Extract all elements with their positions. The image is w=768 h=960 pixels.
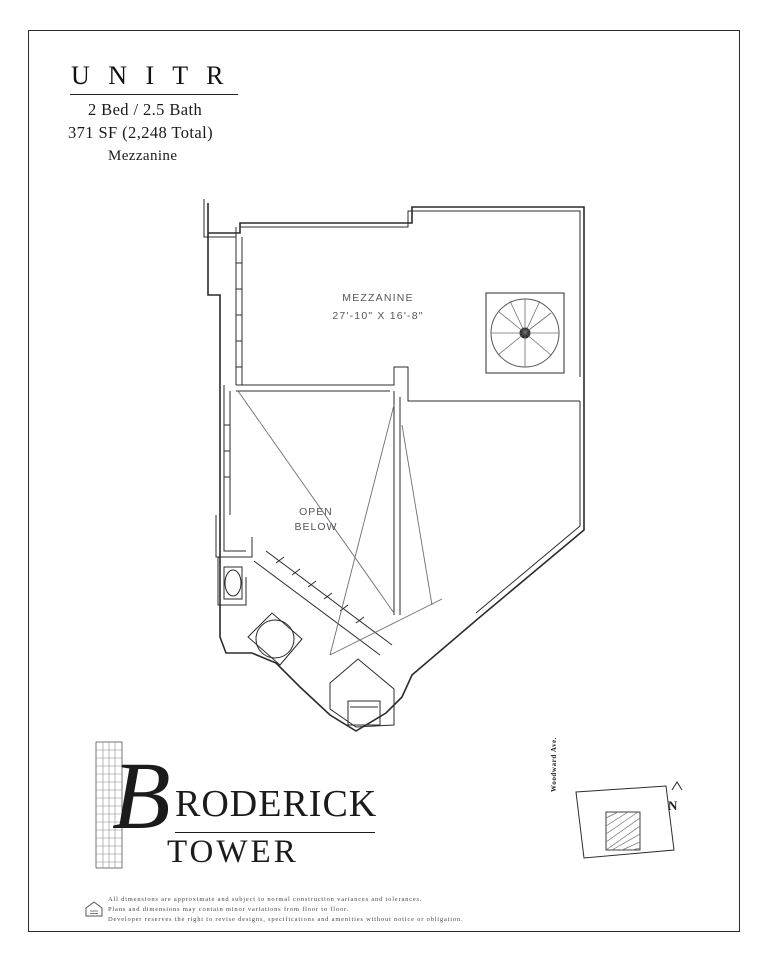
level-label: Mezzanine — [108, 147, 178, 164]
logo-name: RODERICK — [175, 783, 378, 825]
north-arrow-icon — [672, 782, 682, 790]
footer-disclaimer — [108, 895, 638, 925]
logo-sub-name: TOWER — [167, 834, 299, 870]
room-label: MEZZANINE — [342, 292, 414, 304]
footer-line-1: All dimensions are approximate and subject to normal construction variances and tolerances. — [108, 896, 423, 903]
open-below-line2: BELOW — [294, 521, 338, 533]
footer-line-2: Plans and dimensions may contain minor variations from floor to floor. — [108, 906, 350, 914]
logo-monogram: B — [112, 742, 171, 849]
north-label: N — [668, 798, 678, 813]
street-label: Woodward Ave. — [550, 736, 558, 792]
broderick-tower-logo — [62, 740, 378, 870]
logo-divider — [175, 832, 375, 833]
title-divider — [70, 94, 238, 95]
unit-title: U N I T R — [71, 61, 230, 90]
site-outline — [576, 786, 674, 858]
square-feet-label: 371 SF (2,248 Total) — [68, 122, 213, 142]
title-block — [68, 62, 398, 167]
beds-baths-label: 2 Bed / 2.5 Bath — [88, 99, 203, 119]
open-below-line1: OPEN — [299, 506, 333, 518]
floorplan-drawing — [180, 185, 600, 755]
building-footprint — [606, 812, 640, 850]
room-dimensions: 27'-10" X 16'-8" — [332, 310, 424, 322]
footer-line-3: Developer reserves the right to revise designs, specifications and amenities without notice or obligation. — [108, 916, 464, 924]
equal-housing-opportunity-icon — [84, 900, 104, 918]
site-key-map — [548, 736, 688, 878]
